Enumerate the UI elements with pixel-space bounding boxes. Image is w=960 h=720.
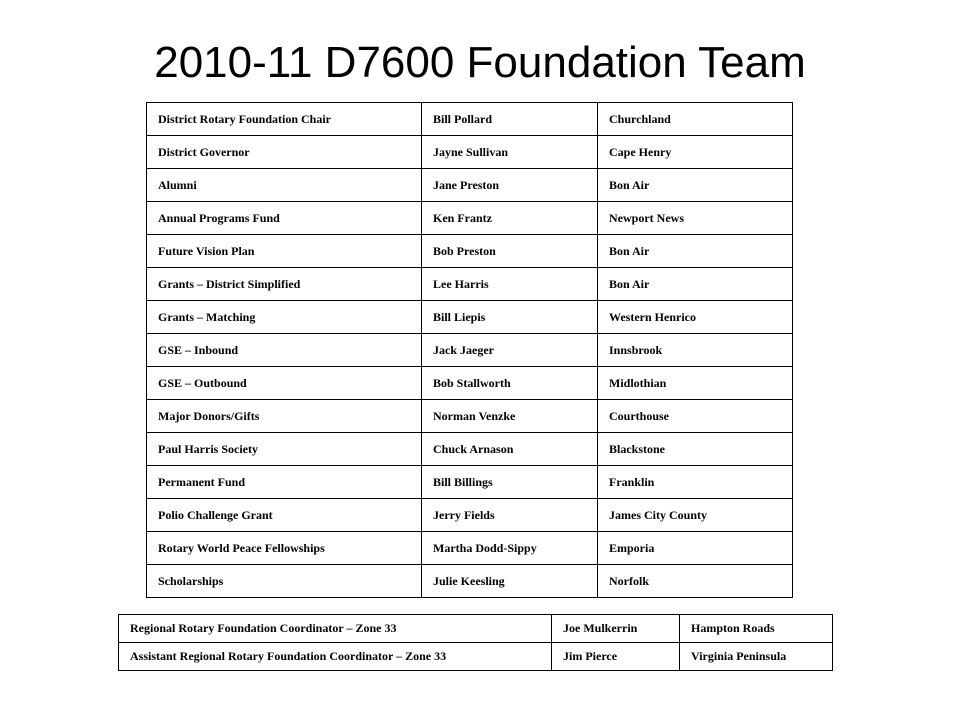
role-cell: Assistant Regional Rotary Foundation Coordinator – Zone 33 — [119, 643, 552, 671]
name-cell: Bob Preston — [422, 235, 598, 268]
role-cell: Grants – Matching — [147, 301, 422, 334]
table-row — [147, 334, 793, 367]
role-cell: Major Donors/Gifts — [147, 400, 422, 433]
club-cell: Innsbrook — [598, 334, 793, 367]
name-cell: Jim Pierce — [552, 643, 680, 671]
table-row — [147, 499, 793, 532]
foundation-team-table — [146, 102, 793, 598]
role-cell: GSE – Outbound — [147, 367, 422, 400]
table-row — [119, 615, 833, 643]
table-row — [147, 136, 793, 169]
role-cell: District Rotary Foundation Chair — [147, 103, 422, 136]
name-cell: Lee Harris — [422, 268, 598, 301]
table-row — [147, 268, 793, 301]
club-cell: Franklin — [598, 466, 793, 499]
page-title: 2010-11 D7600 Foundation Team — [154, 38, 806, 87]
club-cell: Western Henrico — [598, 301, 793, 334]
club-cell: Bon Air — [598, 268, 793, 301]
role-cell: Annual Programs Fund — [147, 202, 422, 235]
club-cell: Virginia Peninsula — [680, 643, 833, 671]
name-cell: Ken Frantz — [422, 202, 598, 235]
table-row — [147, 103, 793, 136]
role-cell: GSE – Inbound — [147, 334, 422, 367]
table-row — [147, 235, 793, 268]
name-cell: Bill Liepis — [422, 301, 598, 334]
table-row — [147, 400, 793, 433]
club-cell: Cape Henry — [598, 136, 793, 169]
role-cell: Polio Challenge Grant — [147, 499, 422, 532]
table-row — [147, 169, 793, 202]
club-cell: Blackstone — [598, 433, 793, 466]
table-row — [147, 532, 793, 565]
role-cell: Future Vision Plan — [147, 235, 422, 268]
name-cell: Bob Stallworth — [422, 367, 598, 400]
name-cell: Norman Venzke — [422, 400, 598, 433]
name-cell: Bill Billings — [422, 466, 598, 499]
role-cell: District Governor — [147, 136, 422, 169]
club-cell: Emporia — [598, 532, 793, 565]
table-row — [147, 433, 793, 466]
name-cell: Jerry Fields — [422, 499, 598, 532]
table-row — [147, 565, 793, 598]
name-cell: Jane Preston — [422, 169, 598, 202]
name-cell: Julie Keesling — [422, 565, 598, 598]
role-cell: Rotary World Peace Fellowships — [147, 532, 422, 565]
role-cell: Scholarships — [147, 565, 422, 598]
name-cell: Martha Dodd-Sippy — [422, 532, 598, 565]
table-row — [147, 466, 793, 499]
club-cell: Courthouse — [598, 400, 793, 433]
role-cell: Paul Harris Society — [147, 433, 422, 466]
role-cell: Regional Rotary Foundation Coordinator – Zone 33 — [119, 615, 552, 643]
table-row — [119, 643, 833, 671]
name-cell: Chuck Arnason — [422, 433, 598, 466]
name-cell: Jayne Sullivan — [422, 136, 598, 169]
club-cell: Bon Air — [598, 169, 793, 202]
club-cell: Newport News — [598, 202, 793, 235]
club-cell: Bon Air — [598, 235, 793, 268]
club-cell: Churchland — [598, 103, 793, 136]
role-cell: Permanent Fund — [147, 466, 422, 499]
name-cell: Jack Jaeger — [422, 334, 598, 367]
club-cell: James City County — [598, 499, 793, 532]
club-cell: Norfolk — [598, 565, 793, 598]
table-row — [147, 202, 793, 235]
club-cell: Hampton Roads — [680, 615, 833, 643]
name-cell: Bill Pollard — [422, 103, 598, 136]
table-row — [147, 301, 793, 334]
role-cell: Grants – District Simplified — [147, 268, 422, 301]
table-row — [147, 367, 793, 400]
regional-coordinator-table — [118, 614, 833, 671]
name-cell: Joe Mulkerrin — [552, 615, 680, 643]
role-cell: Alumni — [147, 169, 422, 202]
club-cell: Midlothian — [598, 367, 793, 400]
